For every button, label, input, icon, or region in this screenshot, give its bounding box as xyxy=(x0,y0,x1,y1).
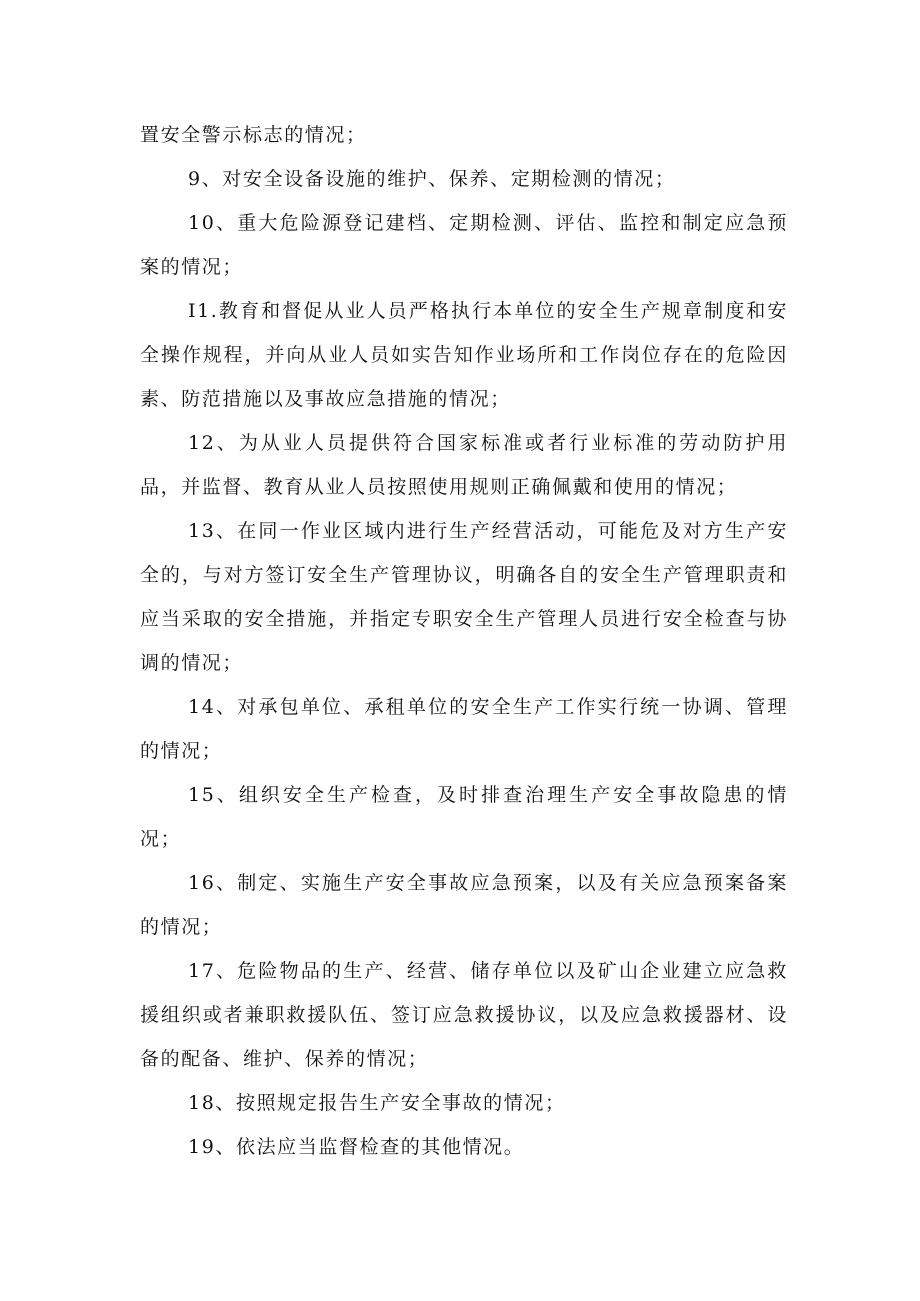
paragraph-item-11: I1.教育和督促从业人员严格执行本单位的安全生产规章制度和安全操作规程，并向从业人员如实告知作业场所和工作岗位存在的危险因素、防范措施以及事故应急措施的情况； xyxy=(140,300,788,410)
paragraph-item-18: 18、按照规定报告生产安全事故的情况； xyxy=(188,1092,566,1114)
document-body xyxy=(140,113,788,1169)
paragraph-item-14: 14、对承包单位、承租单位的安全生产工作实行统一协调、管理的情况； xyxy=(140,696,788,762)
paragraph-item-17: 17、危险物品的生产、经营、储存单位以及矿山企业建立应急救援组织或者兼职救援队伍、签订应急救援协议，以及应急救援器材、设备的配备、维护、保养的情况； xyxy=(140,960,788,1070)
paragraph-item-10: 10、重大危险源登记建档、定期检测、评估、监控和制定应急预案的情况； xyxy=(140,212,788,278)
paragraph-item-16: 16、制定、实施生产安全事故应急预案，以及有关应急预案备案的情况； xyxy=(140,872,788,938)
paragraph-item-19: 19、依法应当监督检查的其他情况。 xyxy=(188,1136,525,1158)
paragraph-item-15: 15、组织安全生产检查，及时排查治理生产安全事故隐患的情况； xyxy=(140,784,788,850)
paragraph-item-9: 9、对安全设备设施的维护、保养、定期检测的情况； xyxy=(188,168,676,190)
paragraph-continuation: 置安全警示标志的情况； xyxy=(140,124,367,146)
paragraph-item-12: 12、为从业人员提供符合国家标准或者行业标准的劳动防护用品，并监督、教育从业人员按照使用规则正确佩戴和使用的情况； xyxy=(140,432,788,498)
paragraph-item-13: 13、在同一作业区域内进行生产经营活动，可能危及对方生产安全的，与对方签订安全生产管理协议，明确各自的安全生产管理职责和应当采取的安全措施，并指定专职安全生产管理人员进行安全检查与协调的情况； xyxy=(140,520,788,674)
